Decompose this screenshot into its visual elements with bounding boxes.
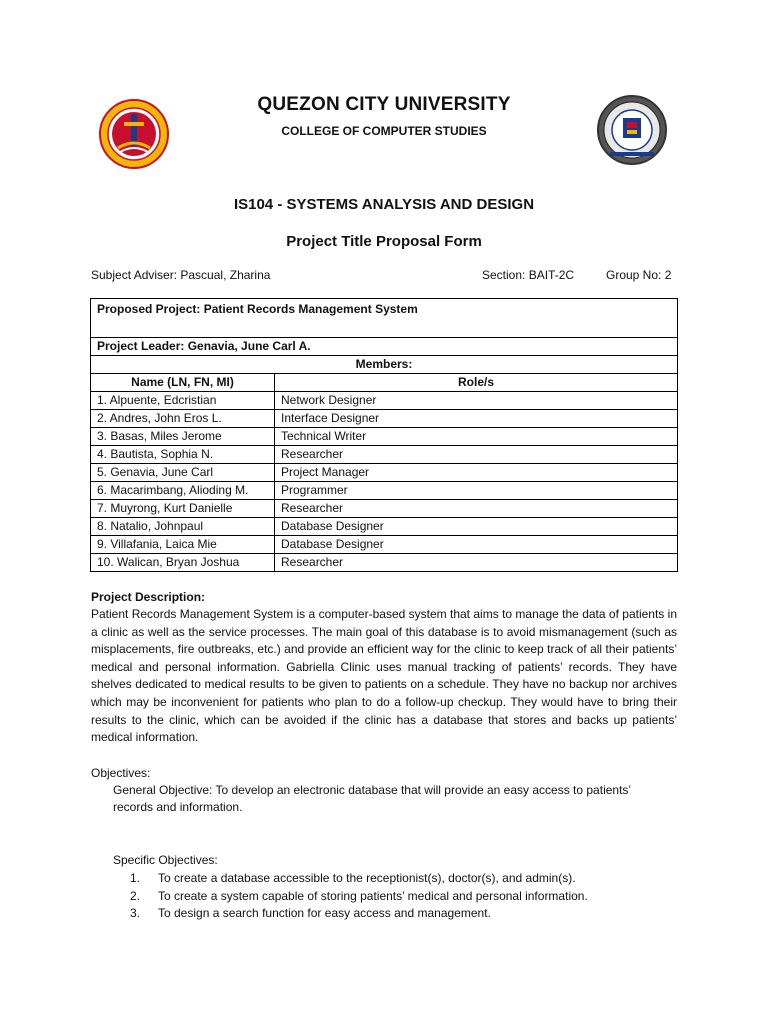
proposed-project: Proposed Project: Patient Records Management System xyxy=(91,299,678,338)
member-name: 1. Alpuente, Edcristian xyxy=(91,392,275,410)
member-role: Project Manager xyxy=(275,464,678,482)
member-name: 8. Natalio, Johnpaul xyxy=(91,518,275,536)
member-role: Programmer xyxy=(275,482,678,500)
table-row xyxy=(91,464,678,482)
column-header-name: Name (LN, FN, MI) xyxy=(91,374,275,392)
member-name: 9. Villafania, Laica Mie xyxy=(91,536,275,554)
list-text: To create a database accessible to the receptionist(s), doctor(s), and admin(s). xyxy=(158,871,576,885)
members-label: Members: xyxy=(91,356,678,374)
specific-objectives-heading: Specific Objectives: xyxy=(113,853,218,867)
member-role: Database Designer xyxy=(275,536,678,554)
member-name: 10. Walican, Bryan Joshua xyxy=(91,554,275,572)
member-name: 4. Bautista, Sophia N. xyxy=(91,446,275,464)
member-name: 6. Macarimbang, Alioding M. xyxy=(91,482,275,500)
member-name: 7. Muyrong, Kurt Danielle xyxy=(91,500,275,518)
column-header-role: Role/s xyxy=(275,374,678,392)
college-name: COLLEGE OF COMPUTER STUDIES xyxy=(281,124,487,138)
member-name: 2. Andres, John Eros L. xyxy=(91,410,275,428)
table-row xyxy=(91,446,678,464)
member-name: 3. Basas, Miles Jerome xyxy=(91,428,275,446)
list-item xyxy=(130,905,670,923)
description-body: Patient Records Management System is a computer-based system that aims to manage the data of patients in a clinic as well as the service processes. The main goal of this database is to avoid mismanagement (such as misplacements, fire outbreaks, etc.) and provide an efficient way for the clinic to keep track of all their patients’ medical and personal information. Gabriella Clinic uses manual tracking of patients’ records. They have shelves dedicated to medical results to be given to patients on a schedule. They have no backup nor archives which may be inconvenient for patients who plan to do a follow-up checkup. They would have to bring their results to the clinic, which can be avoided if the clinic has a database that stores and backs up patients’ medical information. xyxy=(91,607,677,745)
specific-objectives-list xyxy=(130,870,670,923)
list-number: 3. xyxy=(130,906,141,920)
member-role: Researcher xyxy=(275,500,678,518)
list-text: To design a search function for easy access and management. xyxy=(158,906,491,920)
project-leader: Project Leader: Genavia, June Carl A. xyxy=(91,338,678,356)
section-label: Section: BAIT-2C xyxy=(482,268,575,282)
table-row xyxy=(91,410,678,428)
table-row xyxy=(91,554,678,572)
table-row xyxy=(91,518,678,536)
description-heading: Project Description: xyxy=(91,590,206,604)
member-role: Researcher xyxy=(275,554,678,572)
member-role: Database Designer xyxy=(275,518,678,536)
list-item xyxy=(130,888,670,906)
objectives-heading: Objectives: xyxy=(91,766,151,780)
member-role: Network Designer xyxy=(275,392,678,410)
form-title: Project Title Proposal Form xyxy=(286,233,482,250)
general-objective: General Objective: To develop an electronic database that will provide an easy access to patients’ records and information. xyxy=(113,783,631,814)
university-name: QUEZON CITY UNIVERSITY xyxy=(257,94,511,115)
member-role: Researcher xyxy=(275,446,678,464)
table-row xyxy=(91,500,678,518)
table-row xyxy=(91,428,678,446)
list-number: 1. xyxy=(130,871,141,885)
member-name: 5. Genavia, June Carl xyxy=(91,464,275,482)
table-row xyxy=(91,536,678,554)
list-text: To create a system capable of storing patients’ medical and personal information. xyxy=(158,888,588,903)
table-row xyxy=(91,482,678,500)
member-role: Technical Writer xyxy=(275,428,678,446)
list-number: 2. xyxy=(130,888,141,903)
table-row xyxy=(91,392,678,410)
list-item xyxy=(130,870,670,888)
members-table xyxy=(90,298,678,572)
course-title: IS104 - SYSTEMS ANALYSIS AND DESIGN xyxy=(233,196,535,213)
member-role: Interface Designer xyxy=(275,410,678,428)
subject-adviser: Subject Adviser: Pascual, Zharina xyxy=(91,268,271,282)
group-number: Group No: 2 xyxy=(606,268,672,282)
